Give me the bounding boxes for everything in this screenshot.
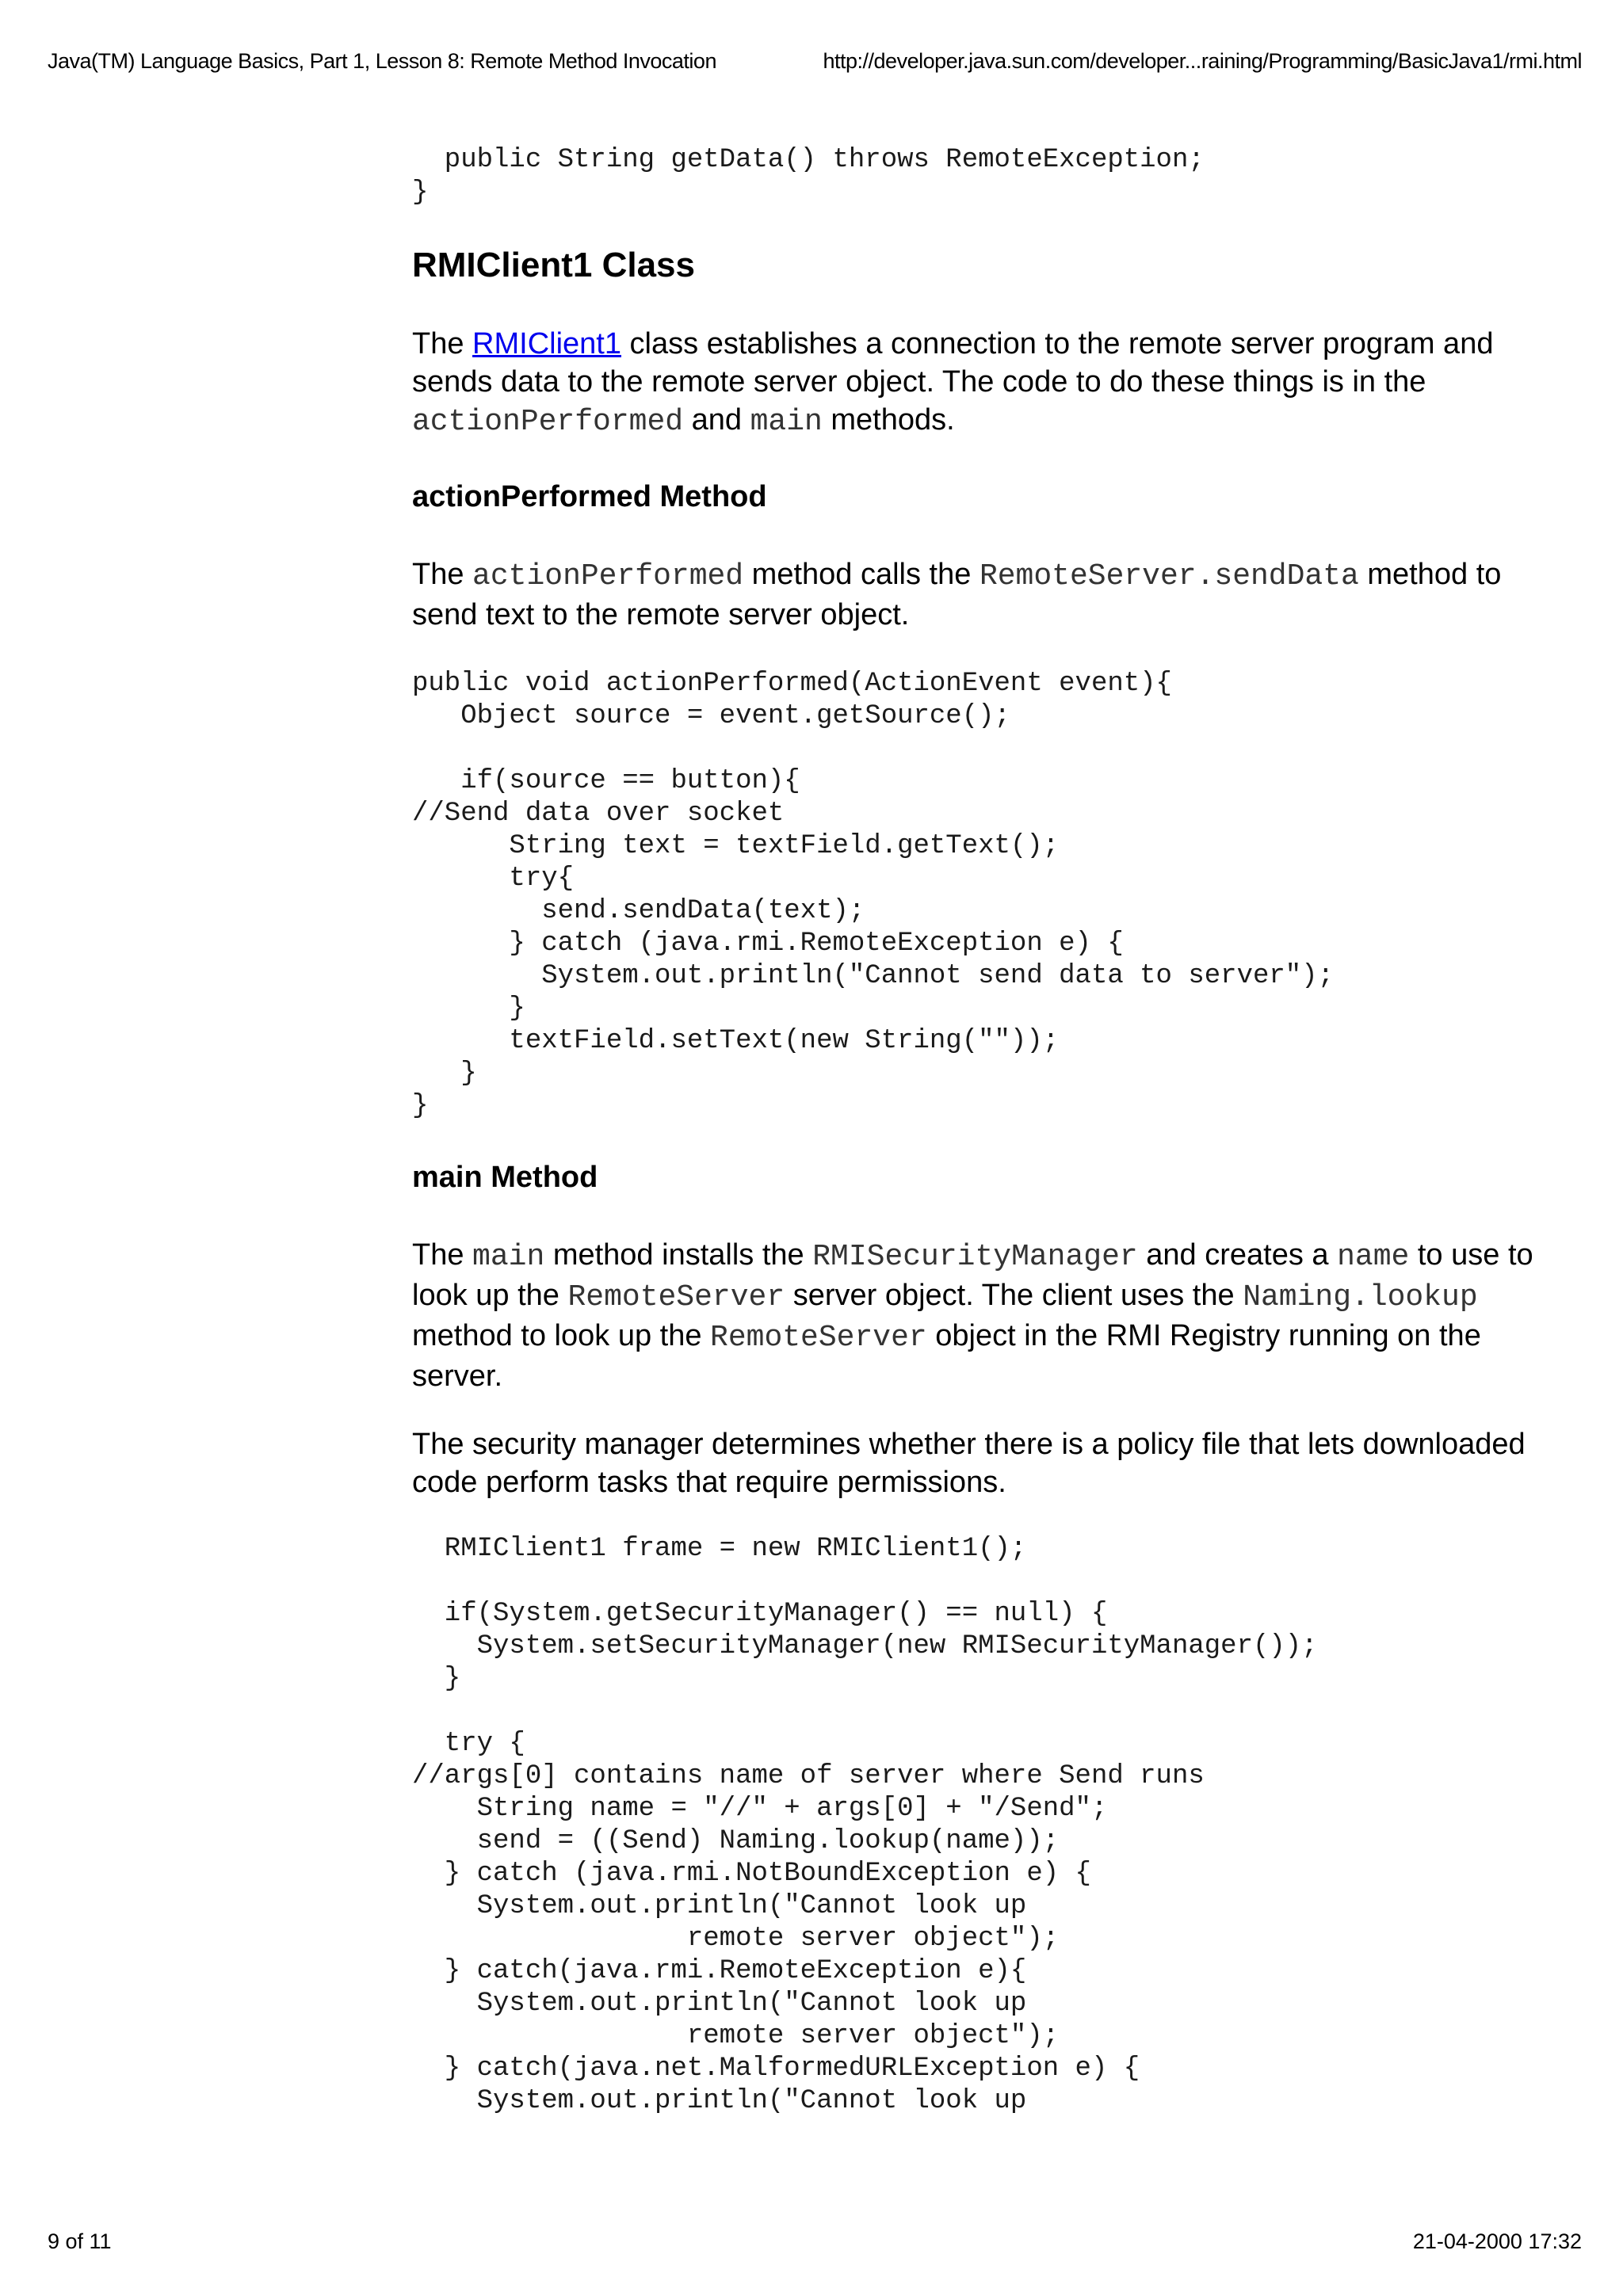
header-page-title: Java(TM) Language Basics, Part 1, Lesson 8: Remote Method Invocation: [48, 49, 716, 73]
inline-code-main: main: [472, 1240, 545, 1274]
page-number: 9 of 11: [48, 2229, 112, 2253]
rmiclient1-link[interactable]: RMIClient1: [472, 327, 621, 360]
paragraph-security-manager: The security manager determines whether there is a policy file that lets downloaded code perform tasks that require permissions.: [412, 1428, 1526, 1499]
paragraph-rmiclient1: The RMIClient1 class establishes a connection to the remote server program and sends data to the remote server object. The code to do these things is in the actionPerformed and main methods.: [412, 327, 1494, 439]
inline-code-remoteserver: RemoteServer: [567, 1280, 785, 1314]
paragraph-main: The main method installs the RMISecurityManager and creates a name to use to look up the RemoteServer server object. The client uses the Naming.lookup method to look up the RemoteServer object in the RMI Registry running on the server.: [412, 1238, 1533, 1393]
header-url: http://developer.java.sun.com/developer...raining/Programming/BasicJava1/rmi.html: [823, 49, 1582, 73]
paragraph-actionperformed: The actionPerformed method calls the RemoteServer.sendData method to send text to the remote server object.: [412, 558, 1502, 631]
code-block-getdata: public String getData() throws RemoteException; }: [412, 145, 1205, 208]
heading-actionperformed-method: actionPerformed Method: [412, 480, 767, 513]
inline-code-actionperformed: actionPerformed: [412, 405, 684, 439]
inline-code-name: name: [1337, 1240, 1410, 1274]
code-block-main: RMIClient1 frame = new RMIClient1(); if(System.getSecurityManager() == null) { System.setSecurityManager(new RMISecurityManager()); } try { //args[0] contains name of server where Send runs String name = "//" + args[0] + "/Send"; send = ((Send) Naming.lookup(name)); } catch (java.rmi.NotBoundException e) { System.out.println("Cannot look up remote server object"); } catch(java.rmi.RemoteException e){ System.out.println("Cannot look up remote server object"); } catch(java.net.MalformedURLException e) { System.out.println("Cannot look up: [412, 1534, 1318, 2116]
inline-code-main: main: [750, 405, 823, 439]
inline-code-remoteserver-senddata: RemoteServer.sendData: [979, 559, 1359, 593]
code-block-actionperformed: public void actionPerformed(ActionEvent event){ Object source = event.getSource(); if(source == button){ //Send data over socket String text = textField.getText(); try{ send.sendData(text); } catch (java.rmi.RemoteException e) { System.out.println("Cannot send data to server"); } textField.setText(new String("")); } }: [412, 669, 1334, 1121]
heading-rmiclient1-class: RMIClient1 Class: [412, 246, 695, 284]
inline-code-naming-lookup: Naming.lookup: [1243, 1280, 1478, 1314]
heading-main-method: main Method: [412, 1161, 598, 1194]
inline-code-rmisecuritymanager: RMISecurityManager: [812, 1240, 1138, 1274]
inline-code-remoteserver: RemoteServer: [710, 1321, 927, 1355]
print-datetime: 21-04-2000 17:32: [1412, 2229, 1582, 2253]
inline-code-actionperformed: actionPerformed: [472, 559, 744, 593]
